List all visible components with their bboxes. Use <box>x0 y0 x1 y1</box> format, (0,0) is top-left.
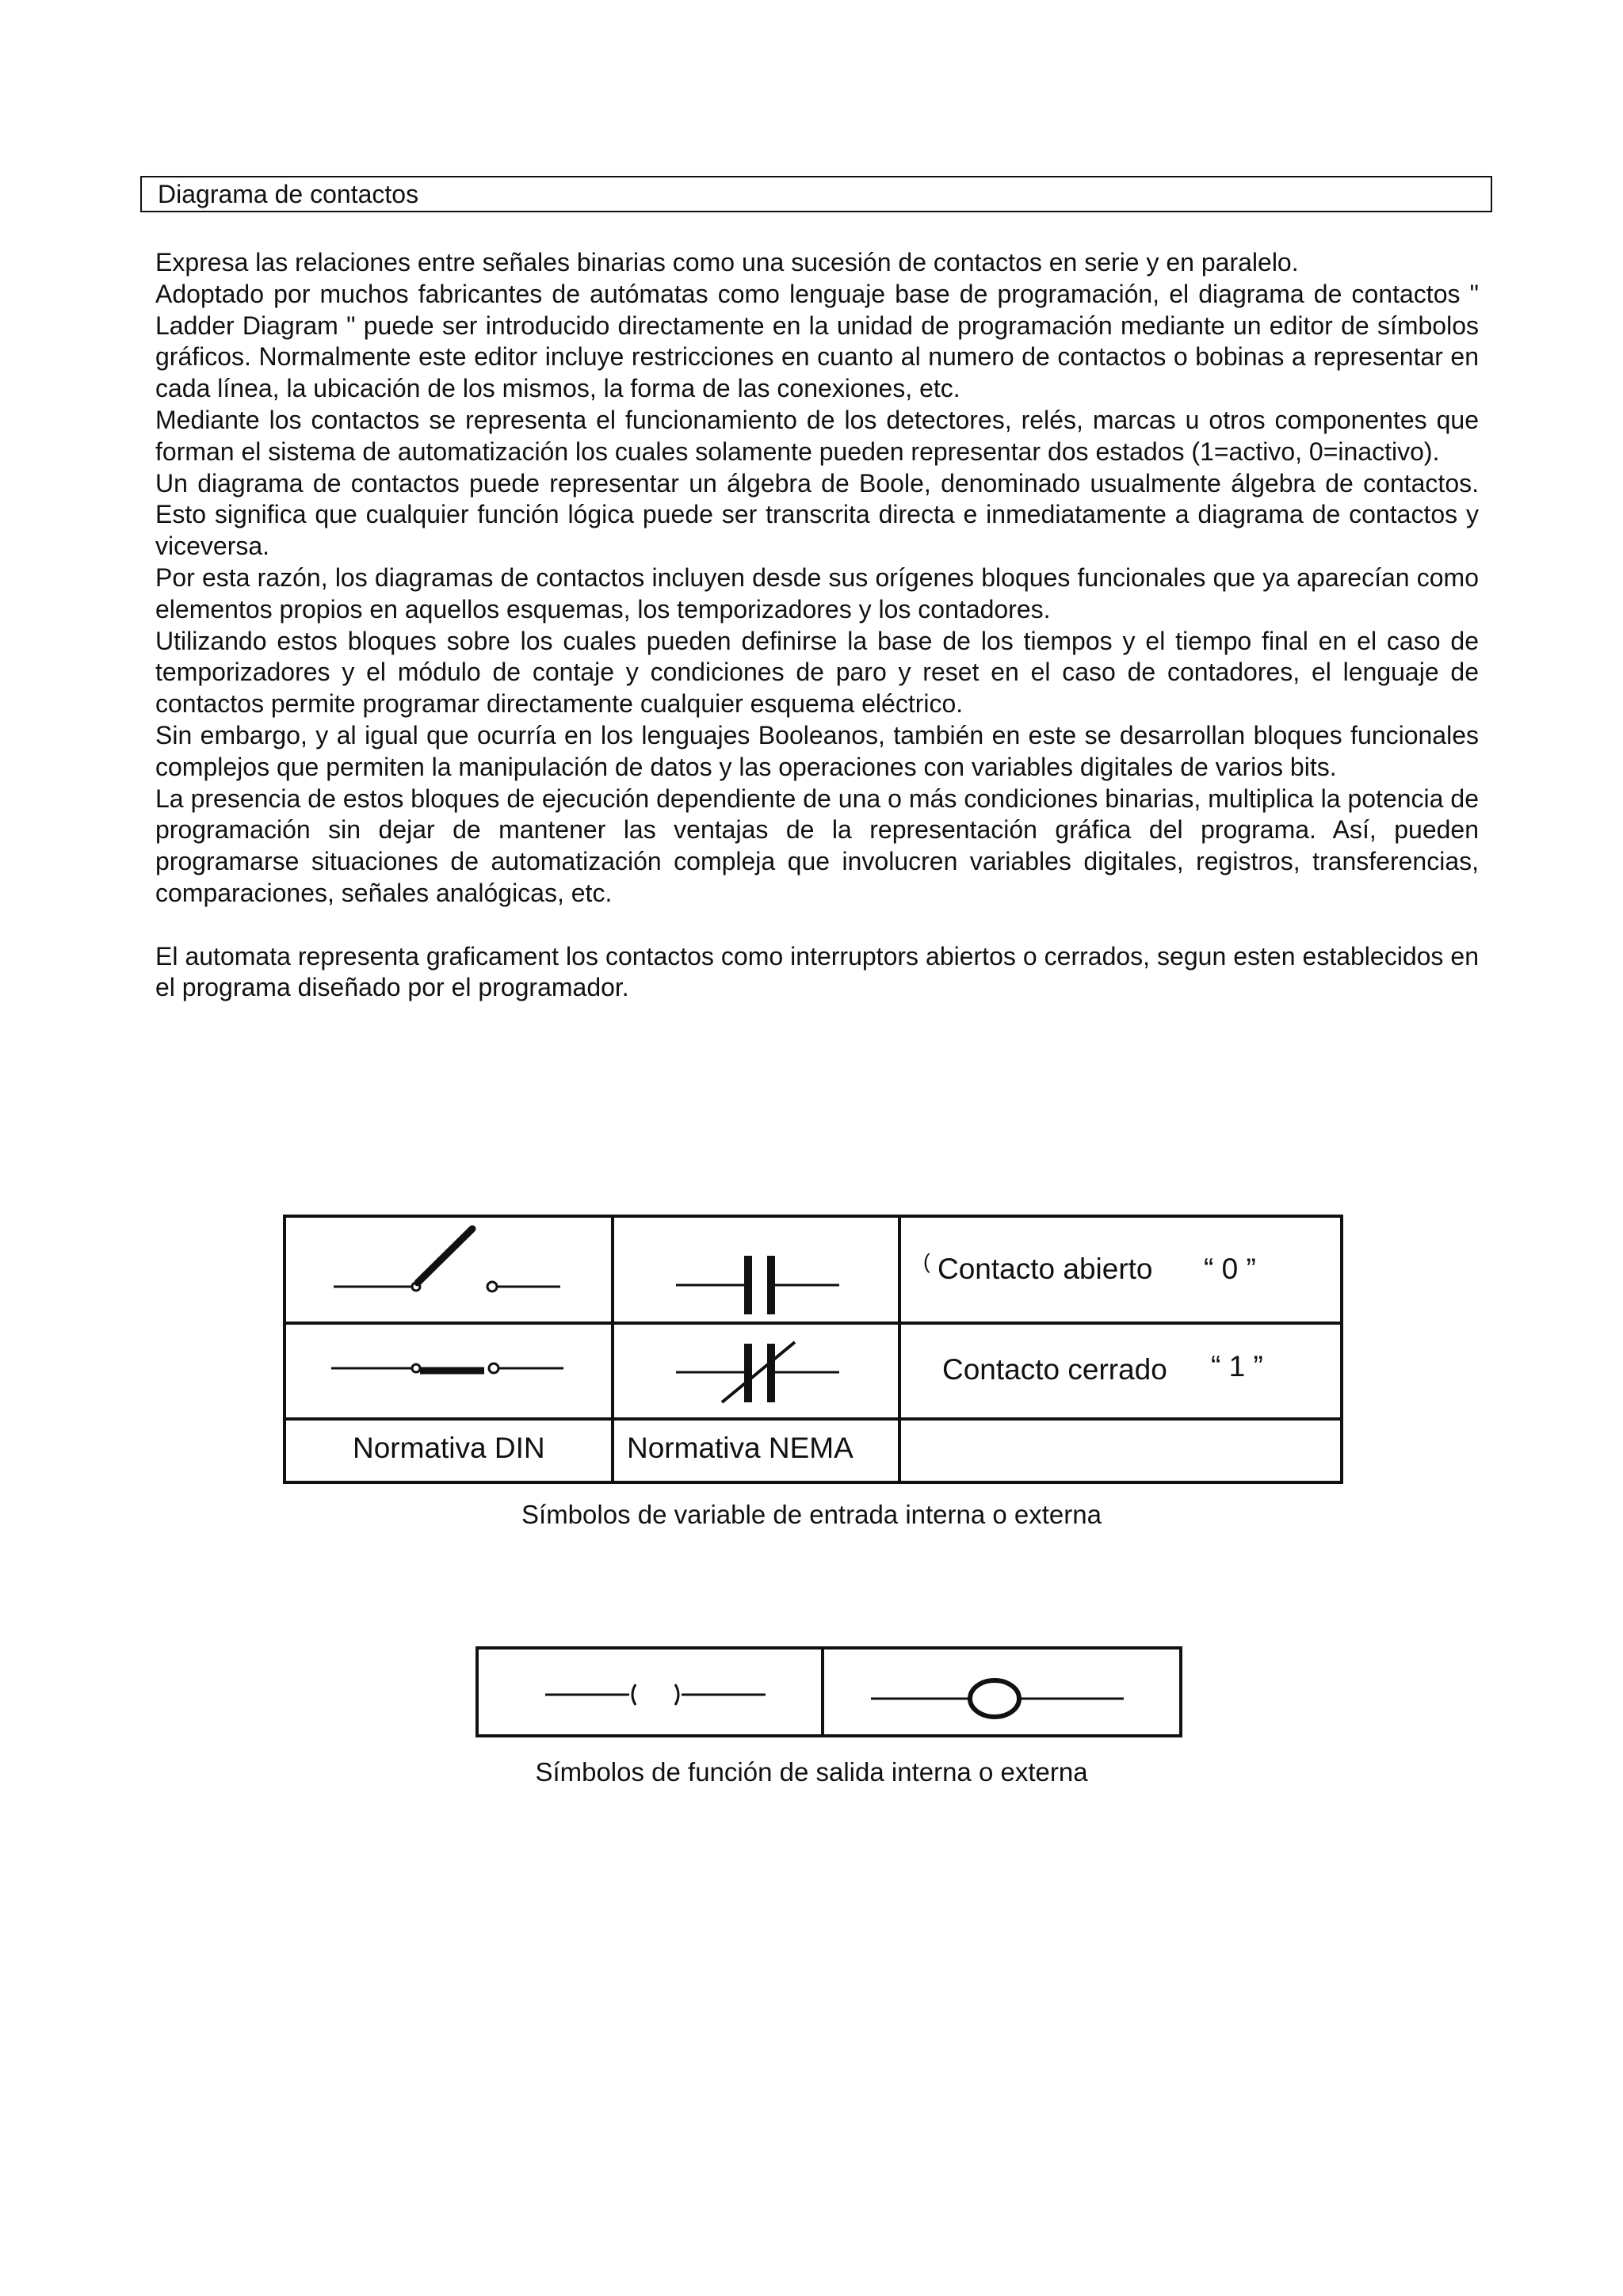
paragraph: El automata representa graficament los contactos como interruptors abiertos o cerrados, segun esten establecidos en el programa diseñado por el programador. <box>155 941 1479 1002</box>
contact-closed-label: Contacto cerrado <box>942 1353 1167 1386</box>
contact-open-label: Contacto abierto <box>938 1253 1153 1285</box>
din-open-contact-icon <box>286 1218 611 1322</box>
output-symbols-caption: Símbolos de función de salida interna o externa <box>535 1757 1088 1787</box>
nema-open-contact-icon <box>614 1218 898 1322</box>
paragraph: Un diagrama de contactos puede representar un álgebra de Boole, denominado usualmente álgebra de contactos. Esto significa que cualquier función lógica puede ser transcrita directa e inmediatamente a diagrama de contactos y viceversa. <box>155 468 1479 561</box>
input-symbols-table <box>283 1215 1343 1484</box>
paragraph: Mediante los contactos se representa el funcionamiento de los detectores, relés, marcas u otros componentes que forman el sistema de automatización los cuales solamente pueden representar dos estados (1=activo, 0=inactivo). <box>155 405 1479 466</box>
contact-closed-value: “ 1 ” <box>1211 1350 1263 1383</box>
contact-open-value: “ 0 ” <box>1204 1253 1256 1285</box>
din-standard-label: Normativa DIN <box>353 1432 545 1464</box>
din-closed-contact-icon <box>286 1325 611 1417</box>
paragraph: Adoptado por muchos fabricantes de autómatas como lenguaje base de programación, el diagrama de contactos " Ladder Diagram " puede ser introducido directamente en la unidad de programación mediante un editor de símbolos gráficos. Normalmente este editor incluye restricciones en cuanto al numero de contactos o bobinas a representar en cada línea, la ubicación de los mismos, la forma de las conexiones, etc. <box>155 279 1479 403</box>
coil-circle-icon <box>824 1650 1182 1734</box>
paragraph: Utilizando estos bloques sobre los cuales pueden definirse la base de los tiempos y el tiempo final en el caso de temporizadores y el módulo de contaje y condiciones de paro y reset en el caso de contadores, el lenguaje de contactos permite programar directamente cualquier esquema eléctrico. <box>155 626 1479 719</box>
body-text <box>155 247 1479 1004</box>
coil-parentheses-icon <box>479 1650 821 1734</box>
output-symbols-table <box>475 1646 1182 1737</box>
nema-standard-label: Normativa NEMA <box>627 1432 854 1464</box>
input-symbols-caption: Símbolos de variable de entrada interna o externa <box>521 1500 1102 1529</box>
paragraph: Sin embargo, y al igual que ocurría en los lenguajes Booleanos, también en este se desarrollan bloques funcionales complejos que permiten la manipulación de datos y las operaciones con variables digitales de varios bits. <box>155 720 1479 781</box>
section-title: Diagrama de contactos <box>140 176 1492 212</box>
table-divider <box>898 1218 901 1481</box>
table-divider <box>286 1417 1340 1421</box>
stray-mark: ( <box>923 1249 930 1273</box>
paragraph: La presencia de estos bloques de ejecución dependiente de una o más condiciones binarias, multiplica la potencia de programación sin dejar de mantener las ventajas de la representación gráfica del programa. Así, pueden programarse situaciones de automatización compleja que involucren variables digitales, registros, transferencias, comparaciones, señales analógicas, etc. <box>155 784 1479 907</box>
nema-closed-contact-icon <box>614 1325 898 1417</box>
paragraph: Por esta razón, los diagramas de contactos incluyen desde sus orígenes bloques funcionales que ya aparecían como elementos propios en aquellos esquemas, los temporizadores y los contadores. <box>155 563 1479 624</box>
paragraph: Expresa las relaciones entre señales binarias como una sucesión de contactos en serie y en paralelo. <box>155 248 1299 277</box>
